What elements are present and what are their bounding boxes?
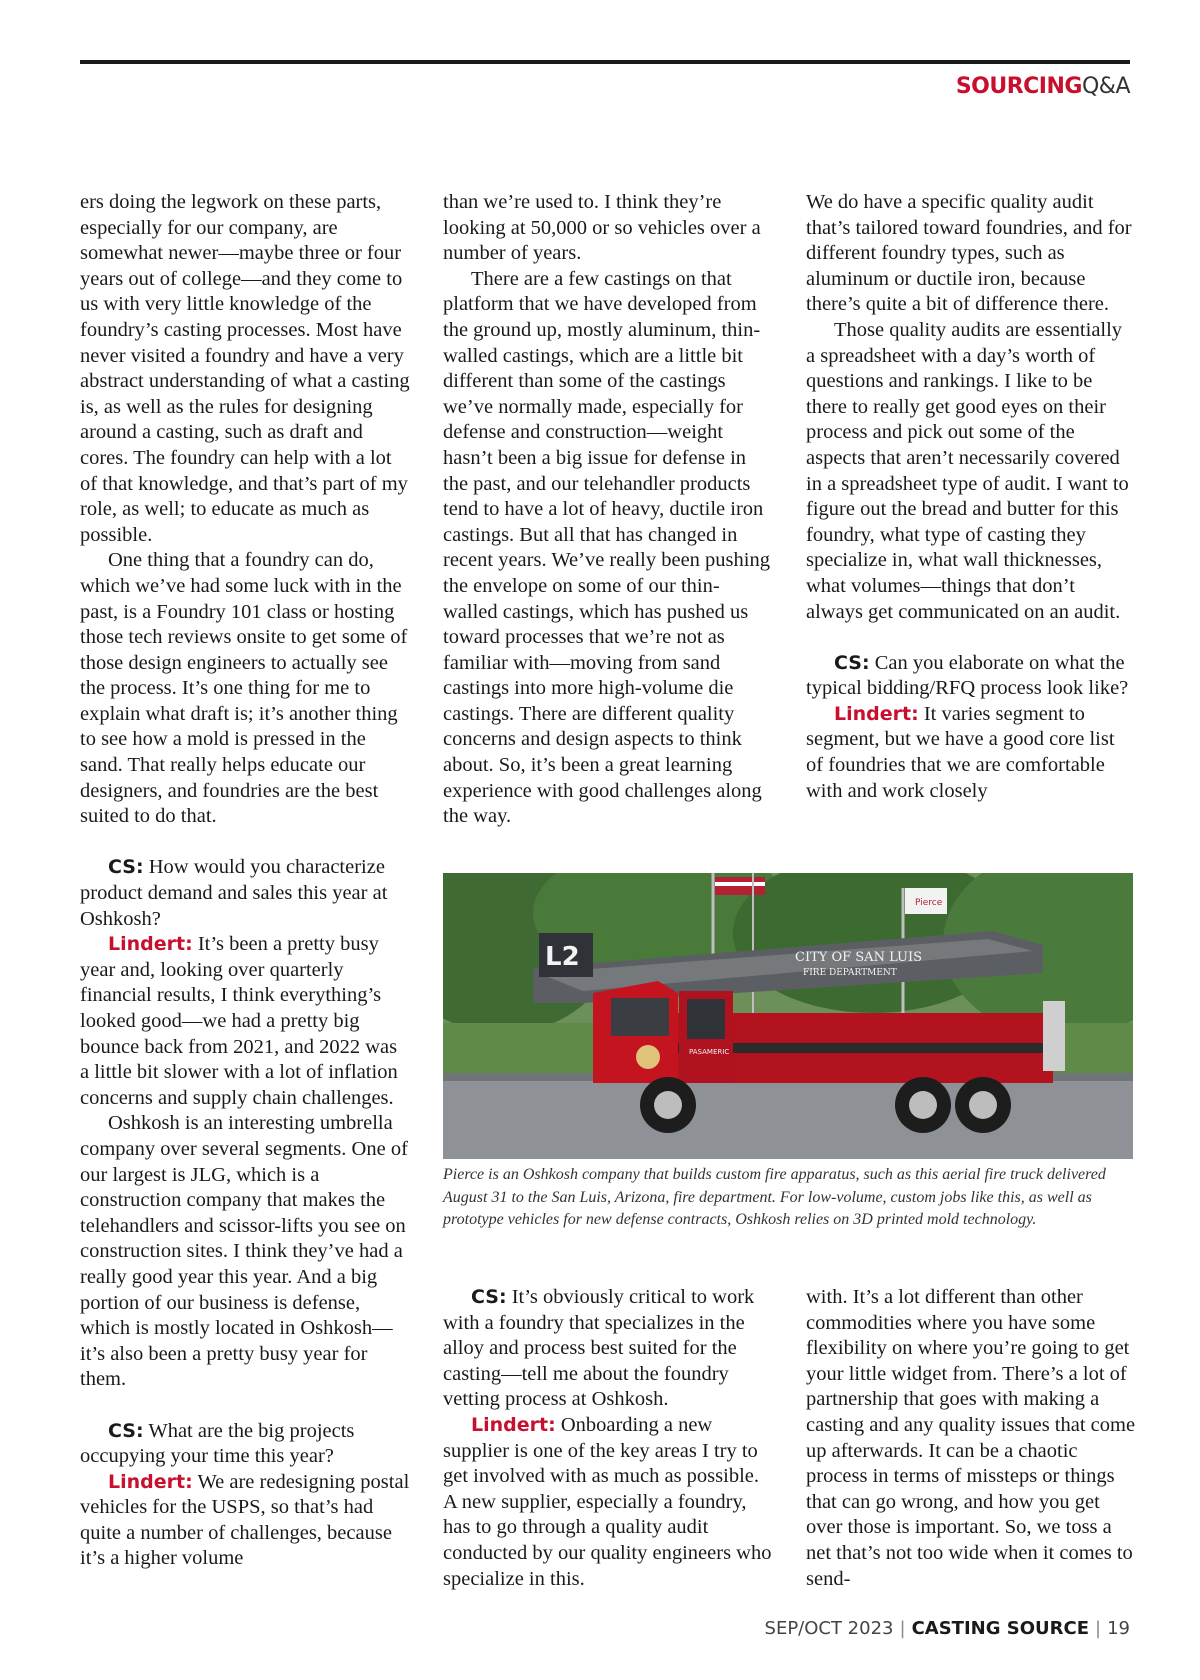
interview-question: CS: How would you characterize product demand and sales this year at Oshkosh? <box>80 856 388 930</box>
sign-text: Pierce <box>915 898 943 908</box>
truck-number: L2 <box>545 942 580 972</box>
page-footer: SEP/OCT 2023 | CASTING SOURCE | 19 <box>764 1618 1130 1639</box>
speaker-lindert: Lindert: <box>108 933 193 956</box>
page-number: 19 <box>1107 1618 1130 1639</box>
header-rule <box>80 60 1130 64</box>
body-paragraph: than we’re used to. I think they’re looking at 50,000 or so vehicles over a number of years. <box>443 191 761 265</box>
interview-answer: Lindert: Onboarding a new supplier is one of the key areas I try to get involved with as much as possible. A new supplier, especially a foundry, has to go through a quality audit conducted by our quality engineers who specialize in this. <box>443 1413 772 1590</box>
body-paragraph: ers doing the legwork on these parts, especially for our company, are somewhat newer—maybe three or four years out of college—and they come to us with very little knowledge of the foundry’s casting processes. Most have never visited a foundry and have a very abstract understanding of what a casting is, as well as the rules for designing around a casting, such as draft and cores. The foundry can help with a lot of that knowledge, and that’s part of my role, as well; to educate as much as possible. <box>80 191 410 546</box>
speaker-cs: CS: <box>834 651 870 674</box>
section-label <box>956 74 1130 99</box>
article-column-3 <box>806 190 1136 804</box>
article-column-3-bottom <box>806 1285 1136 1592</box>
speaker-cs: CS: <box>108 856 144 879</box>
section-label-primary: SOURCING <box>955 74 1082 99</box>
speaker-cs: CS: <box>471 1286 507 1308</box>
interview-question: CS: Can you elaborate on what the typical bidding/RFQ process look like? <box>806 651 1129 700</box>
interview-answer: Lindert: It varies segment to segment, but we have a good core list of foundries that we are comfortable with and work closely <box>806 702 1115 802</box>
interview-answer: Lindert: We are redesigning postal vehicles for the USPS, so that’s had quite a number of challenges, because it’s a higher volume <box>80 1470 410 1570</box>
magazine-name: CASTING SOURCE <box>911 1618 1090 1639</box>
body-paragraph: Those quality audits are essentially a spreadsheet with a day’s worth of questions and rankings. I like to be there to really get good eyes on their process and pick out some of the aspects that aren’t necessarily covered in a spreadsheet type of audit. I want to figure out the bread and butter for this foundry, what type of casting they specialize in, what wall thicknesses, what volumes—things that don’t always get communicated on an audit. <box>806 318 1129 623</box>
body-paragraph: We do have a specific quality audit that’s tailored toward foundries, and for different foundry types, such as aluminum or ductile iron, because there’s quite a bit of difference there. <box>806 191 1132 316</box>
article-column-1 <box>80 190 410 1572</box>
photo-caption: Pierce is an Oshkosh company that builds custom fire apparatus, such as this aerial fire truck delivered August 31 to the San Luis, Arizona, fire department. For low-volume, custom jobs like this, as well as prototype vehicles for new defense contracts, Oshkosh relies on 3D printed mold technology. <box>443 1166 1106 1228</box>
body-paragraph: with. It’s a lot different than other commodities where you have some flexibility on where you’re going to get your little widget from. There’s a lot of partnership that goes with making a casting and any quality issues that come up afterwards. It can be a chaotic process in terms of missteps or things that can go wrong, and how you get over those is important. So, we toss a net that’s not too wide when it comes to send- <box>806 1286 1136 1590</box>
body-paragraph: Oshkosh is an interesting umbrella company over several segments. One of our largest is JLG, which is a construction company that makes the telehandlers and scissor-lifts you see on construction sites. I think they’ve had a really good year this year. And a big portion of our business is defense, which is mostly located in Oshkosh—it’s also been a pretty busy year for them. <box>80 1112 408 1391</box>
truck-door-text: PASAMERIC <box>689 1048 730 1056</box>
article-column-2-bottom <box>443 1285 773 1592</box>
body-paragraph: There are a few castings on that platform that we have developed from the ground up, mostly aluminum, thin-walled castings, which are a little bit different than some of the castings we’ve normally made, especially for defense and construction—weight hasn’t been a big issue for defense in the past, and our telehandler products tend to have a lot of heavy, ductile iron castings. But all that has changed in recent years. We’ve really been pushing the envelope on some of our thin-walled castings, which has pushed us toward processes that we’re not as familiar with—moving from sand castings into more high-volume die castings. There are different quality concerns and design aspects to think about. So, it’s been a great learning experience with good challenges along the way. <box>443 267 770 828</box>
truck-label-dept: FIRE DEPARTMENT <box>803 968 897 978</box>
speaker-lindert: Lindert: <box>834 702 919 725</box>
speaker-cs: CS: <box>108 1419 144 1442</box>
speaker-lindert: Lindert: <box>471 1413 556 1436</box>
truck-label-city: CITY OF SAN LUIS <box>795 950 922 965</box>
fire-truck-photo <box>443 873 1133 1159</box>
interview-question: CS: It’s obviously critical to work with a foundry that specializes in the alloy and process best suited for the casting—tell me about the foundry vetting process at Oshkosh. <box>443 1286 755 1411</box>
body-paragraph: One thing that a foundry can do, which we’ve had some luck with in the past, is a Foundry 101 class or hosting those tech reviews onsite to get some of those design engineers to actually see the process. It’s one thing for me to explain what draft is; it’s another thing to see how a mold is pressed in the sand. That really helps educate our designers, and foundries are the best suited to do that. <box>80 549 408 828</box>
section-label-secondary: Q&A <box>1081 74 1130 99</box>
speaker-lindert: Lindert: <box>108 1470 193 1493</box>
interview-question: CS: What are the big projects occupying your time this year? <box>80 1419 355 1468</box>
issue-date: SEP/OCT 2023 <box>764 1618 894 1639</box>
fire-truck-illustration <box>443 873 1133 1159</box>
interview-answer: Lindert: It’s been a pretty busy year and, looking over quarterly financial results, I think everything’s looked good—we had a pretty big bounce back from 2021, and 2022 was a little bit slower with a lot of inflation concerns and supply chain challenges. <box>80 933 398 1109</box>
article-column-2 <box>443 190 773 830</box>
